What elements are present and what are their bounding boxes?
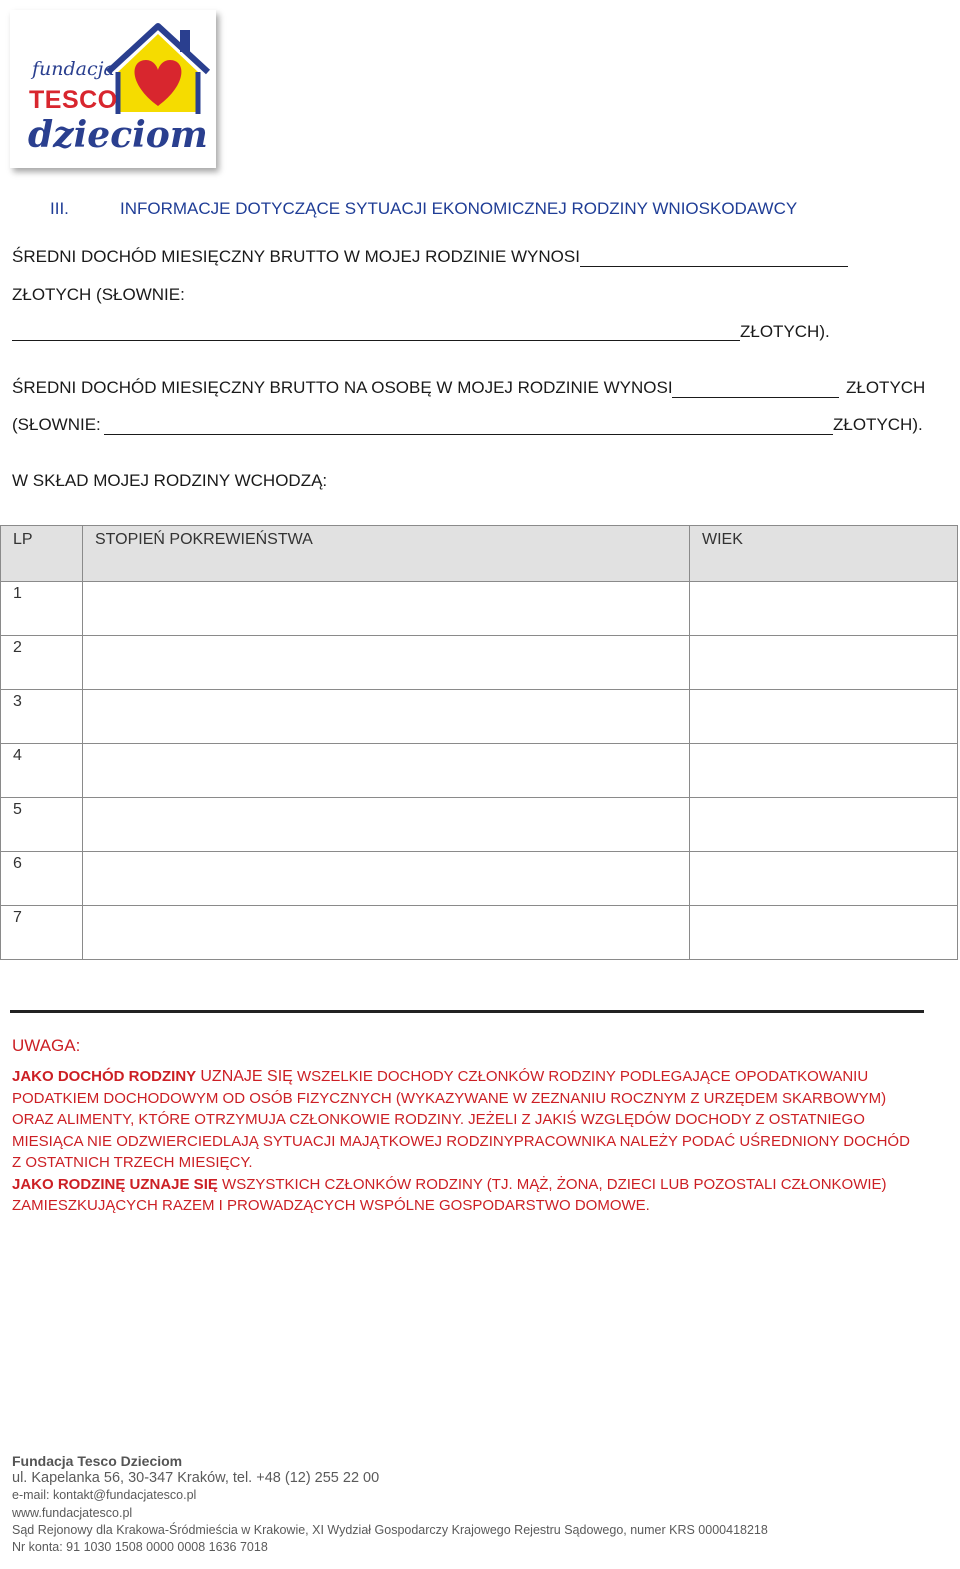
logo-tesco-text: TESCO (29, 86, 118, 114)
relationship-cell[interactable] (83, 744, 690, 798)
per-person-words-end: ZŁOTYCH). (833, 415, 923, 434)
relationship-cell[interactable] (83, 582, 690, 636)
note-income-term: JAKO DOCHÓD RODZINY (12, 1068, 197, 1085)
note-recognized: UZNAJE SIĘ (200, 1068, 293, 1085)
row-number: 1 (1, 582, 83, 636)
age-cell[interactable] (690, 636, 958, 690)
relationship-cell[interactable] (83, 690, 690, 744)
relationship-cell[interactable] (83, 852, 690, 906)
footer-court-registration: Sąd Rejonowy dla Krakowa-Śródmieścia w Krakowie, XI Wydział Gospodarczy Krajowego Rejestru Sądowego, numer KRS 0000418218 (12, 1522, 768, 1537)
column-header-age: WIEK (690, 526, 958, 582)
footer-name: Fundacja Tesco Dzieciom (12, 1453, 183, 1469)
section-divider (10, 1010, 924, 1013)
age-cell[interactable] (690, 744, 958, 798)
section-title: INFORMACJE DOTYCZĄCE SYTUACJI EKONOMICZNEJ RODZINY WNIOSKODAWCY (120, 199, 798, 218)
age-cell[interactable] (690, 852, 958, 906)
table-row (1, 636, 958, 690)
family-heading: W SKŁAD MOJEJ RODZINY WCHODZĄ: (12, 471, 328, 490)
logo-fundacja-text: fundacja (32, 58, 115, 80)
relationship-cell[interactable] (83, 906, 690, 960)
footer-email: e-mail: kontakt@fundacjatesco.pl (12, 1488, 197, 1503)
age-cell[interactable] (690, 798, 958, 852)
table-row (1, 690, 958, 744)
income-words-label: ZŁOTYCH (SŁOWNIE: (12, 285, 185, 304)
table-row (1, 582, 958, 636)
note-income-definition: WSZELKIE DOCHODY CZŁONKÓW RODZINY PODLEGAJĄCE OPODATKOWANIU PODATKIEM DOCHODOWYM OD OSÓB FIZYCZNYCH (WYKAZYWANE W ZEZNANIU ROCZNYM Z URZĘDEM SKARBOWYM) ORAZ ALIMENTY, KTÓRE OTRZYMUJA CZŁONKOWIE RODZINY. JEŻELI Z JAKIŚ WZGLĘDÓW DOCHODY Z OSTATNIEGO MIESIĄCA NIE ODZWIERCIEDLAJĄ SYTUACJI MAJĄTKOWEJ RODZINYPRACOWNIKA NALEŻY PODAĆ UŚREDNIONY DOCHÓD Z OSTATNICH TRZECH MIESIĘCY. (12, 1068, 910, 1171)
per-person-words-field[interactable] (104, 416, 833, 435)
table-row (1, 852, 958, 906)
family-members-table (0, 525, 958, 960)
per-person-unit: ZŁOTYCH (846, 378, 926, 397)
age-cell[interactable] (690, 582, 958, 636)
note-family-term: JAKO RODZINĘ UZNAJE SIĘ (12, 1175, 218, 1193)
column-header-relationship: STOPIEŃ POKREWIEŃSTWA (83, 526, 690, 582)
note-family-definition: WSZYSTKICH CZŁONKÓW RODZINY (TJ. MĄŻ, ŻONA, DZIECI LUB POZOSTALI CZŁONKOWIE) ZAMIESZKUJĄCYCH RAZEM I PROWADZĄCYCH WSPÓLNE GOSPODARSTWO DOMOWE. (12, 1175, 887, 1214)
income-line-1: ŚREDNI DOCHÓD MIESIĘCZNY BRUTTO W MOJEJ RODZINIE WYNOSI (12, 247, 580, 266)
row-number: 3 (1, 690, 83, 744)
income-words-field[interactable] (12, 322, 740, 341)
per-person-amount-field[interactable] (672, 379, 839, 398)
note-label: UWAGA: (12, 1036, 81, 1055)
relationship-cell[interactable] (83, 798, 690, 852)
age-cell[interactable] (690, 906, 958, 960)
row-number: 2 (1, 636, 83, 690)
table-row (1, 906, 958, 960)
logo-dzieciom-text: dzieciom (28, 114, 208, 156)
footer (12, 1453, 912, 1556)
row-number: 6 (1, 852, 83, 906)
row-number: 5 (1, 798, 83, 852)
column-header-lp: LP (1, 526, 83, 582)
per-person-line: ŚREDNI DOCHÓD MIESIĘCZNY BRUTTO NA OSOBĘ W MOJEJ RODZINIE WYNOSI (12, 378, 673, 397)
table-row (1, 744, 958, 798)
footer-website: www.fundacjatesco.pl (12, 1505, 133, 1520)
note-text (12, 1066, 912, 1217)
per-person-words-label: (SŁOWNIE: (12, 415, 101, 434)
table-header-row (1, 526, 958, 582)
table-row (1, 798, 958, 852)
foundation-logo (10, 10, 216, 168)
row-number: 7 (1, 906, 83, 960)
row-number: 4 (1, 744, 83, 798)
section-number: III. (50, 199, 69, 218)
footer-bank-account: Nr konta: 91 1030 1508 0000 0008 1636 7018 (12, 1540, 268, 1555)
income-words-end: ZŁOTYCH). (740, 322, 830, 341)
footer-address: ul. Kapelanka 56, 30-347 Kraków, tel. +48 (12) 255 22 00 (12, 1470, 380, 1487)
income-amount-field[interactable] (580, 248, 848, 267)
age-cell[interactable] (690, 690, 958, 744)
relationship-cell[interactable] (83, 636, 690, 690)
